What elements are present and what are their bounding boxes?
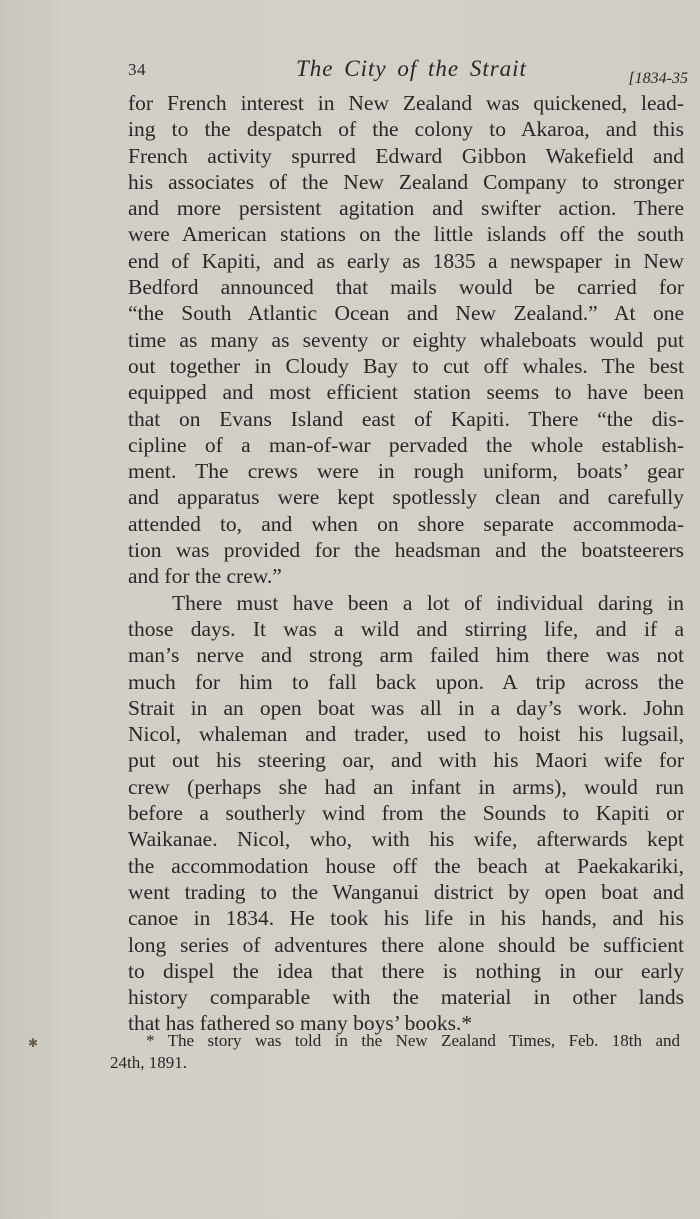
text-line: history comparable with the material in other lands [128, 985, 684, 1010]
text-line: cipline of a man-of-war pervaded the whole establish- [128, 432, 684, 457]
page-blemish-icon: ✱ [28, 1036, 39, 1050]
text-line: to dispel the idea that there is nothing in our early [128, 958, 684, 983]
text-line: man’s nerve and strong arm failed him there was not [128, 643, 684, 668]
text-line: his associates of the New Zealand Company to stronger [128, 169, 684, 194]
text-line: time as many as seventy or eighty whaleboats would put [128, 327, 684, 352]
text-line: long series of adventures there alone should be sufficient [128, 932, 684, 957]
footnote-line: 24th, 1891. [110, 1053, 187, 1072]
text-line: crew (perhaps she had an infant in arms), would run [128, 774, 684, 799]
text-line: and for the crew.” [128, 564, 282, 589]
text-line: the accommodation house off the beach at Paekakariki, [128, 853, 684, 878]
text-line: that has fathered so many boys’ books.* [128, 1011, 473, 1036]
text-line: end of Kapiti, and as early as 1835 a newspaper in New [128, 248, 684, 273]
text-line: out together in Cloudy Bay to cut off whales. The best [128, 353, 684, 378]
text-line: There must have been a lot of individual daring in [172, 590, 684, 615]
text-line: and apparatus were kept spotlessly clean and carefully [128, 485, 684, 510]
text-line: Strait in an open boat was all in a day’s work. John [128, 695, 684, 720]
running-title: The City of the Strait [296, 56, 527, 81]
text-line: equipped and most efficient station seems to have been [128, 380, 684, 405]
text-line: ment. The crews were in rough uniform, boats’ gear [128, 459, 684, 484]
text-line: attended to, and when on shore separate accommoda- [128, 511, 684, 536]
text-line: Bedford announced that mails would be carried for [128, 275, 684, 300]
text-line: were American stations on the little islands off the south [128, 222, 684, 247]
text-line: tion was provided for the headsman and the boatsteerers [128, 538, 684, 563]
text-line: before a southerly wind from the Sounds to Kapiti or [128, 801, 684, 826]
paragraph-1 [128, 90, 684, 590]
text-line: for French interest in New Zealand was quickened, lead- [128, 91, 684, 115]
text-line: put out his steering oar, and with his Maori wife for [128, 748, 684, 773]
footnote [110, 1030, 680, 1074]
text-line: French activity spurred Edward Gibbon Wakefield and [128, 143, 684, 168]
footnote-line: * The story was told in the New Zealand Times, Feb. 18th and [146, 1031, 680, 1050]
text-line: that on Evans Island east of Kapiti. There “the dis- [128, 406, 684, 431]
page-number: 34 [128, 60, 146, 79]
text-line: ing to the despatch of the colony to Akaroa, and this [128, 117, 684, 142]
date-range: [1834-35 [628, 70, 688, 87]
text-line: “the South Atlantic Ocean and New Zealand.” At one [128, 301, 684, 326]
text-line: canoe in 1834. He took his life in his hands, and his [128, 906, 684, 931]
text-line: Waikanae. Nicol, who, with his wife, afterwards kept [128, 827, 684, 852]
body-text [128, 90, 684, 1037]
text-line: much for him to fall back upon. A trip across the [128, 669, 684, 694]
text-line: Nicol, whaleman and trader, used to hoist his lugsail, [128, 722, 684, 747]
text-line: went trading to the Wanganui district by open boat and [128, 879, 684, 904]
text-line: and more persistent agitation and swifter action. There [128, 196, 684, 221]
text-line: those days. It was a wild and stirring life, and if a [128, 616, 684, 641]
paragraph-2 [128, 590, 684, 1037]
